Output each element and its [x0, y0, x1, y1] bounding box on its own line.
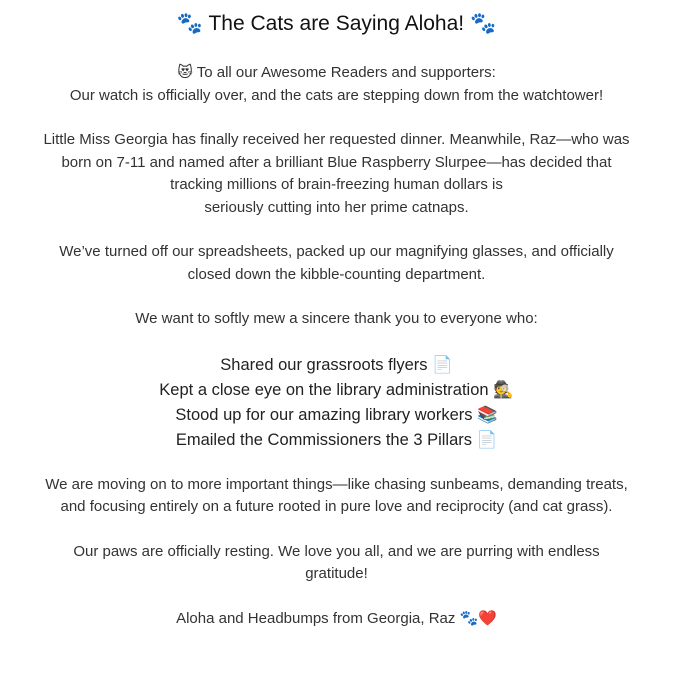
moving-on-line-2: and focusing entirely on a future rooted in pure love and reciprocity (and cat grass).: [60, 498, 613, 515]
signoff: [30, 608, 643, 631]
thanks-intro-paragraph: [30, 308, 643, 331]
list-item: Kept a close eye on the library administration 🕵️: [159, 380, 514, 399]
story-paragraph: [30, 129, 643, 219]
page-title: 🐾 The Cats are Saying Aloha! 🐾: [176, 12, 497, 35]
shutdown-line-1: We’ve turned off our spreadsheets, packed up our magnifying glasses, and officially: [59, 243, 614, 260]
story-line-1: Little Miss Georgia has finally received her requested dinner. Meanwhile, Raz—who was: [43, 131, 630, 148]
thank-you-list: [30, 353, 643, 453]
gratitude-line-1: Our paws are officially resting. We love you all, and we are purring with endless: [73, 542, 600, 560]
gratitude-line-2: gratitude!: [305, 565, 368, 582]
intro-announcement: Our watch is officially over, and the cats are stepping down from the watchtower!: [69, 86, 604, 104]
list-item: Stood up for our amazing library workers 📚: [175, 405, 498, 424]
moving-on-line-1: We are moving on to more important things—like chasing sunbeams, demanding treats,: [45, 475, 628, 493]
story-line-2: born on 7-11 and named after a brilliant Blue Raspberry Slurpee—has decided that: [61, 153, 612, 171]
moving-on-paragraph: [30, 474, 643, 519]
intro-paragraph: [30, 62, 643, 107]
gratitude-paragraph: [30, 541, 643, 586]
thanks-intro-line: We want to softly mew a sincere thank you to everyone who:: [135, 310, 538, 327]
signoff-line: Aloha and Headbumps from Georgia, Raz 🐾❤️: [176, 609, 497, 627]
list-item: Emailed the Commissioners the 3 Pillars 📄: [175, 430, 498, 449]
list-item: Shared our grassroots flyers 📄: [220, 355, 453, 374]
shutdown-line-2: closed down the kibble-counting department.: [187, 265, 486, 283]
intro-greeting: 😻 To all our Awesome Readers and supporters:: [177, 64, 496, 81]
shutdown-paragraph: [30, 241, 643, 286]
story-line-4: seriously cutting into her prime catnaps.: [204, 198, 469, 216]
story-line-3: tracking millions of brain-freezing human dollars is: [170, 176, 503, 193]
